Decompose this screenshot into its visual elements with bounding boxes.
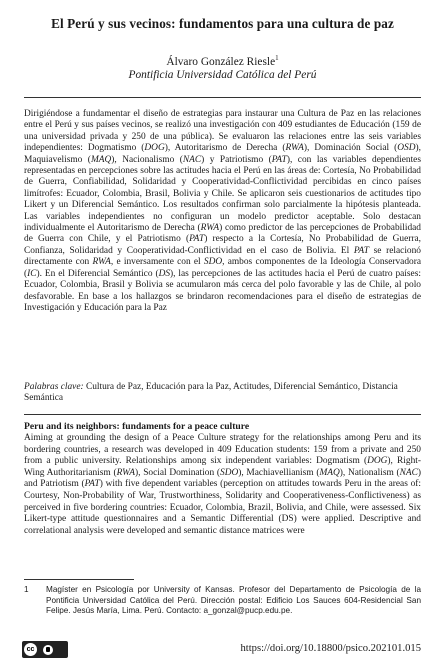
cc-icon: cc [24,643,37,656]
cc-license-badge[interactable] [22,641,68,658]
author-name-text: Álvaro González Riesle [166,55,276,68]
keywords-text: Cultura de Paz, Educación para la Paz, Actitudes, Diferencial Semántico, Distancia Semántica [24,382,398,404]
footnote-divider [24,579,134,580]
middle-divider [24,414,421,415]
keywords-label: Palabras clave: [24,382,84,392]
top-divider [24,97,421,98]
abstract-english: Aiming at grounding the design of a Peace Culture strategy for the relationships among Peru and its bordering countries, a research was developed in 409 Education students: 159 from a private and 250 from a public university. Relationships among six independent variables: Dogmatism (DOG), Right-Wing Authoritarianism (RWA), Social Domination (SDO), Machiavellianism (MAQ), Nationalism (NAC) and Patriotism (PAT) with five dependent variables (perception on attitudes towards Peru in the areas of: Courtesy, Non-Probability of War, Trustworthiness, Solidarity and Cooperativeness-Conflictiveness) as perceived in five bordering countries: Ecuador, Colombia, Brazil, Bolivia, and Chile, were assessed. Six Likert-type attitude questionnaires and a Semantic Differential (DS) were applied. Descriptive and correlational analysis were developed and semantic distance matrices were [24,433,421,536]
doi-link[interactable]: https://doi.org/10.18800/psico.202101.015 [240,643,421,654]
article-title: El Perú y sus vecinos: fundamentos para una cultura de paz [51,16,394,31]
attribution-icon [43,645,53,655]
footnote-mark: 1 [24,585,29,594]
footnote [24,585,421,617]
author-name [0,54,445,68]
author-affiliation: Pontificia Universidad Católica del Perú [128,69,317,81]
english-title: Peru and its neighbors: fundaments for a peace culture [24,421,250,432]
author-footnote-mark: 1 [275,54,279,62]
keywords-spanish [24,382,421,405]
abstract-spanish: Dirigiéndose a fundamentar el diseño de estrategias para instaurar una Cultura de Paz en las relaciones entre el Perú y sus países vecinos, se realizó una investigación con 409 estudiantes de Educación (159 de una universidad privada y 250 de una pública). Se evaluaron las relaciones entre las seis variables independientes: Dogmatismo (DOG), Autoritarismo de Derecha (RWA), Dominación Social (OSD), Maquiavelismo (MAQ), Nacionalismo (NAC) y Patriotismo (PAT), con las variables dependientes representadas en percepciones sobre las actitudes hacia el Perú en las áreas de: Cortesía, No Probabilidad de Guerra, Confiabilidad, Solidaridad y Cooperatividad-Conflictividad percibidas en cinco países limítrofes: Ecuador, Colombia, Brasil, Bolivia y Chile. Se aplicaron seis cuestionarios de actitudes tipo Likert y un Diferencial Semántico. Los resultados confirman solo parcialmente la hipótesis planteada. Las variables independientes no configuran un modelo predictor aceptable. Solo destacan individualmente el Autoritarismo de Derecha (RWA) como predictor de las percepciones de Probabilidad de Guerra con Chile, y el Patriotismo (PAT) respecto a la Cortesía, No Probabilidad de Guerra, Confianza, Solidaridad y Cooperatividad-Conflictividad en el caso de Bolivia. El PAT se relacionó directamente con RWA, e inversamente con el SDO, ambos componentes de la Ideología Conservadora (IC). En el Diferencial Semántico (DS), las percepciones de las actitudes hacia el Perú de cuatro países: Ecuador, Colombia, Brasil y Bolivia se acumularon más cerca del polo favorable y las de Chile, al polo desfavorable. En base a los hallazgos se brindaron recomendaciones para el diseño de estrategias de Investigación y Educación para la Paz [24,109,422,313]
footnote-text: Magíster en Psicología por University of Kansas. Profesor del Departamento de Psicología de la Pontificia Universidad Católica del Perú. Dirección postal: Edificio Los Sauces 604-Residencial San Felipe. Jesús María, Lima. Perú. Contacto: a_gonzal@pucp.edu.pe. [46,585,421,616]
